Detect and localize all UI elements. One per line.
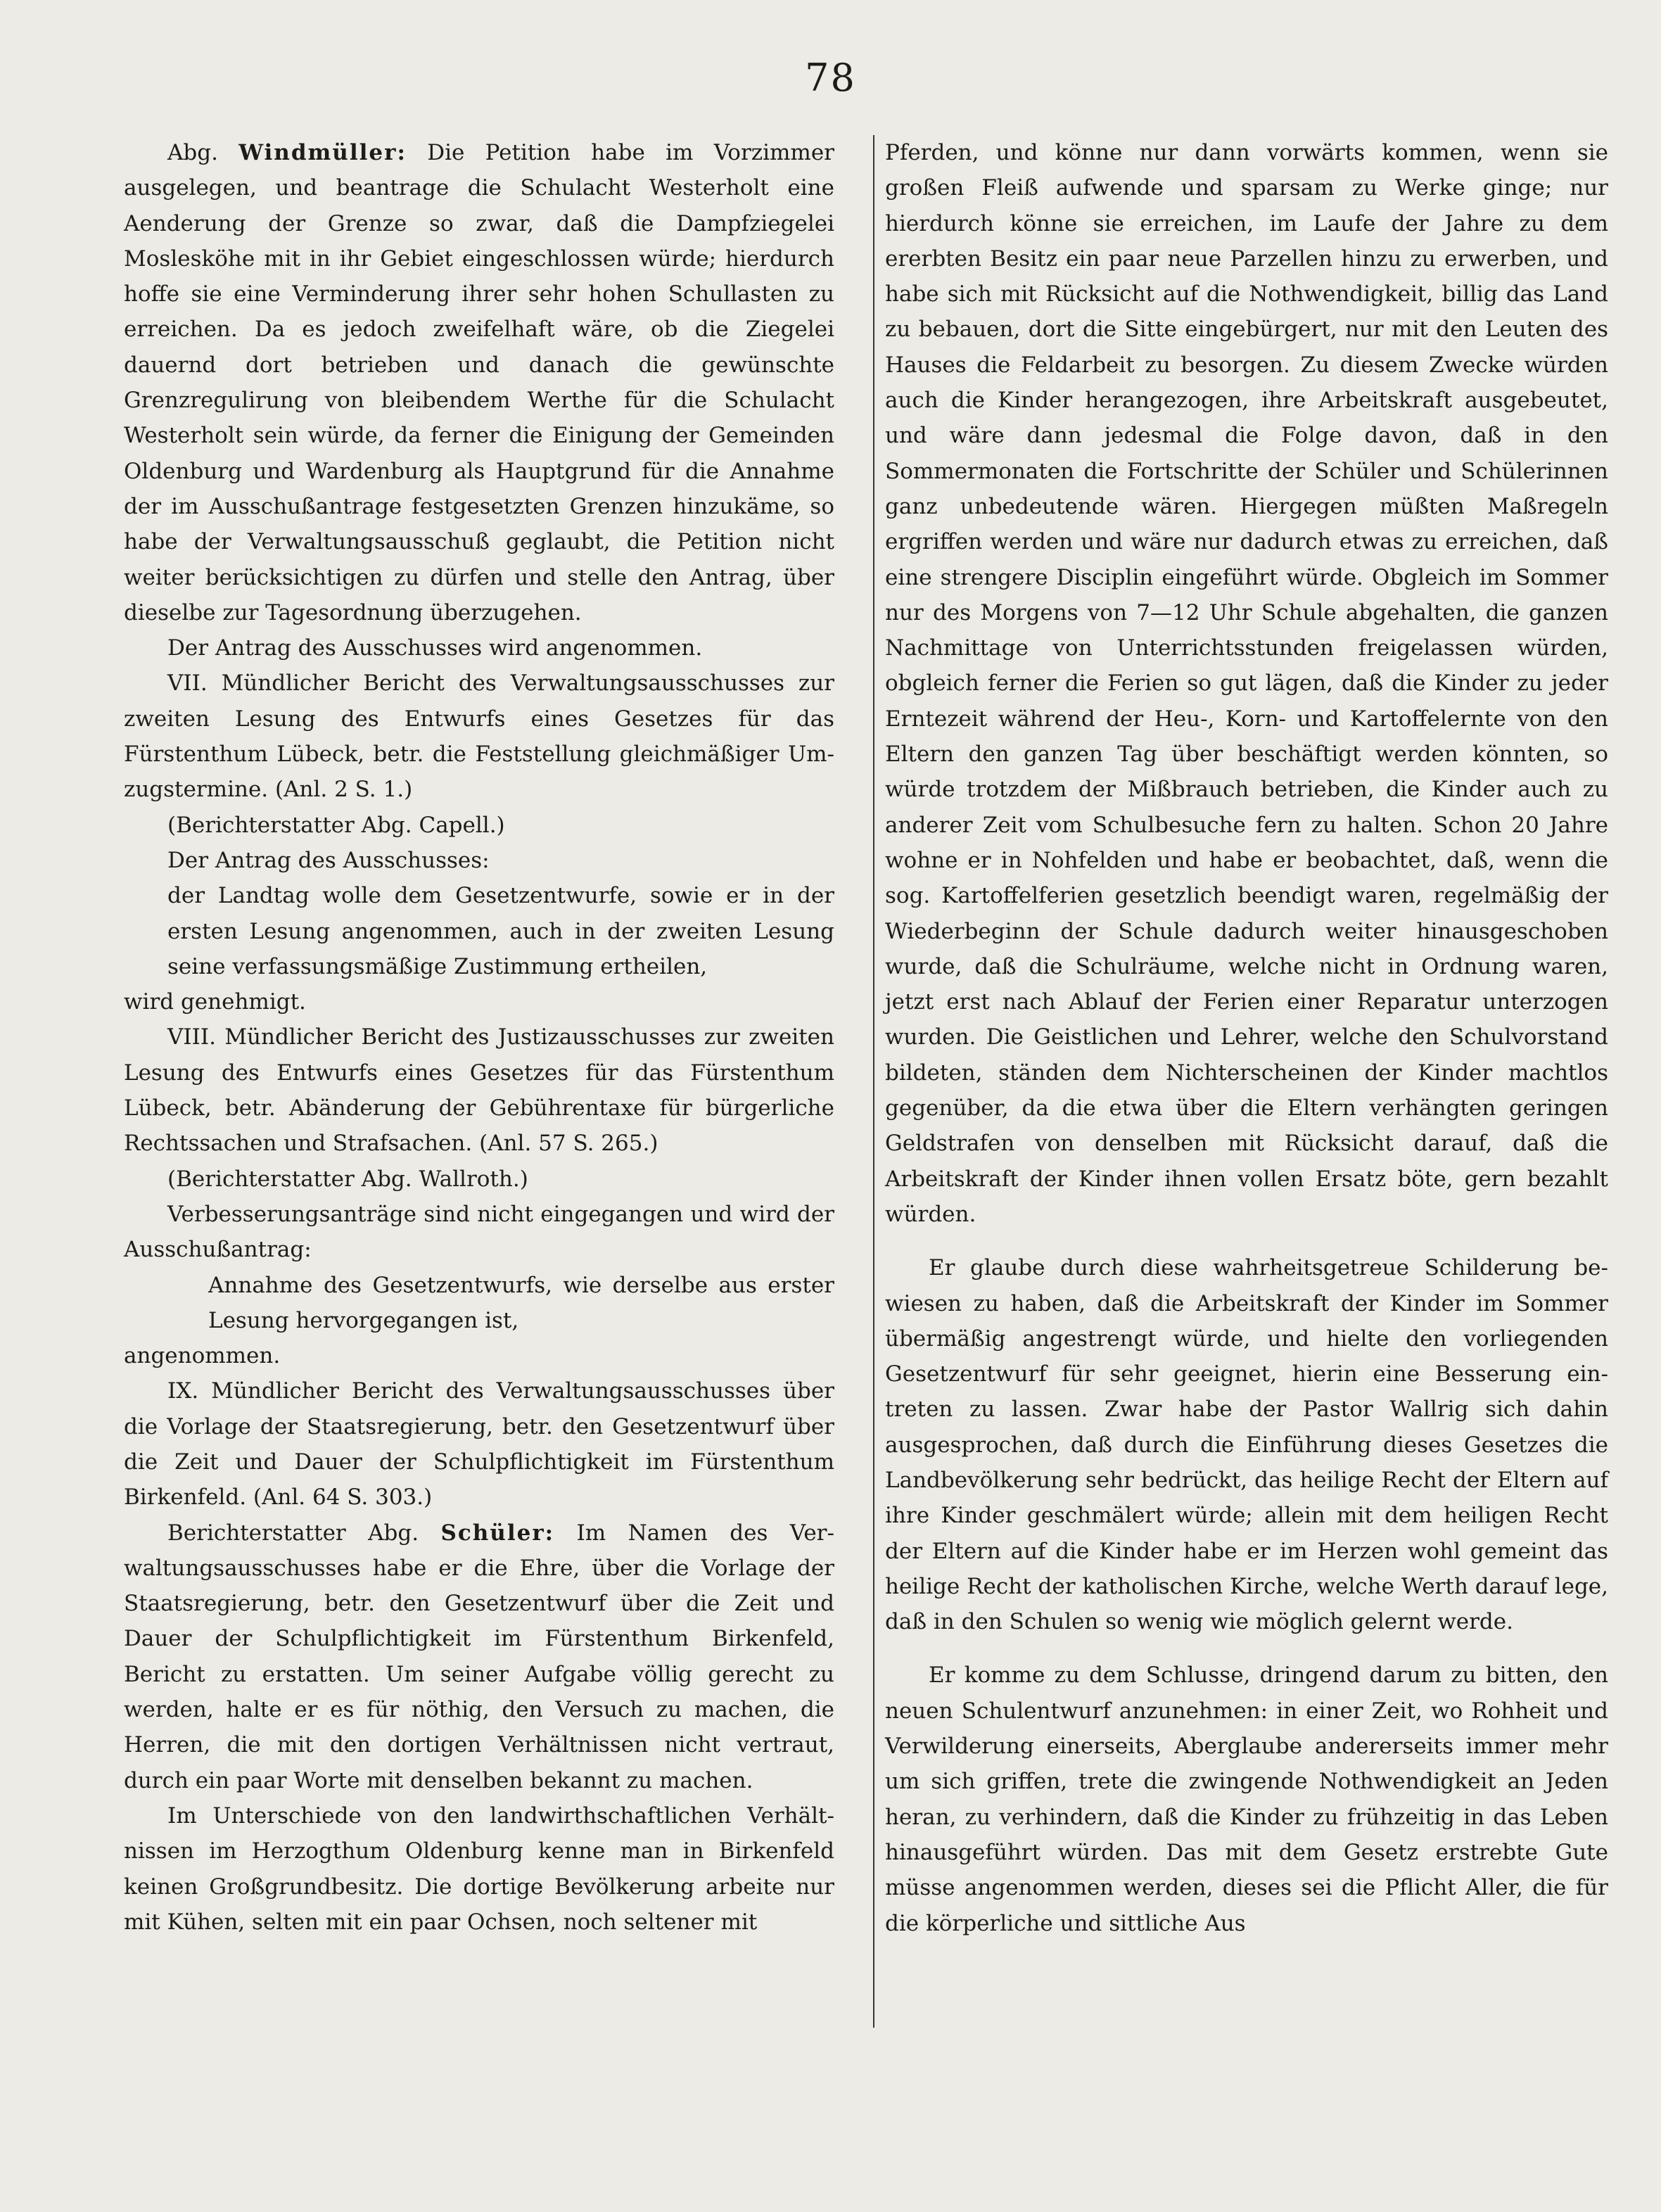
- column-divider: [873, 135, 874, 2028]
- speaker-prefix: Berichterstatter Abg.: [167, 1520, 441, 1546]
- paragraph-adoption-text: Annahme des Gesetzentwurfs, wie derselbe aus erster Lesung hervorgegangen ist,: [208, 1272, 834, 1333]
- paragraph-accepted: angenommen.: [124, 1343, 281, 1369]
- right-column: [885, 135, 1608, 1941]
- left-column: [124, 135, 834, 1940]
- speaker-name: Schüler:: [440, 1520, 555, 1546]
- paragraph-birkenfeld: Im Unterschiede von den landwirthschaftlichen Verhältnissen im Herzogthum Oldenburg kenne man in Birkenfeld keinen Großgrundbesitz. Die dortige Bevölkerung arbeite nur mit Kühen, selten mit ein paar Ochsen, noch seltener mit: [124, 1803, 834, 1935]
- paragraph-approved: wird genehmigt.: [124, 989, 306, 1015]
- paragraph-schueler: [124, 1515, 834, 1798]
- rapporteur-note: (Berichterstatter Abg. Wallroth.): [167, 1166, 528, 1192]
- paragraph-motion-text: der Landtag wolle dem Gesetzentwurfe, sowie er in der ersten Lesung angenommen, auch in der zweiten Lesung seine verfassungsmäßige Zustimmung ertheilen,: [167, 883, 834, 979]
- page-number: 78: [805, 56, 856, 100]
- speaker-prefix: Abg.: [167, 140, 239, 165]
- paragraph-item-vii: VII. Mündlicher Bericht des Verwaltungsausschusses zur zweiten Lesung des Entwurfs eines Gesetzes für das Fürstenthum Lübeck, betr. die Feststellung gleichmäßiger Umzugstermine. (Anl. 2 S. 1.): [124, 670, 834, 803]
- paragraph-motion-intro: Der Antrag des Ausschusses:: [167, 847, 490, 873]
- speech-text: Im Namen des Verwaltungsausschusses habe er die Ehre, über die Vorlage der Staatsregierung, betr. den Gesetzentwurf über die Zeit und Dauer der Schulpflichtigkeit im Fürstenthum Birkenfeld, Bericht zu erstatten. Um seiner Aufgabe völlig gerecht zu werden, halte er es für nöthig, den Versuch zu machen, die Herren, die mit den dortigen Verhältnissen nicht vertraut, durch ein paar Worte mit denselben bekannt zu machen.: [124, 1520, 834, 1793]
- paragraph-item-viii: VIII. Mündlicher Bericht des Justizausschusses zur zweiten Lesung des Entwurfs eines Gesetzes für das Fürstenthum Lübeck, betr. Abänderung der Gebührentaxe für bürgerliche Rechtssachen und Strafsachen. (Anl. 57 S. 265.): [124, 1024, 834, 1157]
- paragraph-decision: Der Antrag des Ausschusses wird angenommen.: [167, 635, 703, 661]
- paragraph-windmueller: [124, 135, 834, 630]
- paragraph-conclusion: Er komme zu dem Schlusse, dringend darum zu bitten, den neuen Schulentwurf anzunehmen: in einer Zeit, wo Rohheit und Verwilderung einerseits, Aberglaube andererseits immer mehr um sich griffen, trete die zwingende Nothwendigkeit an Jeden heran, zu verhindern, daß die Kinder zu frühzeitig in das Leben hinausgeführt würden. Das mit dem Gesetz erstrebte Gute müsse angenommen werden, dieses sei die Pflicht Aller, die für die körperliche und sittliche Aus: [885, 1663, 1608, 1936]
- paragraph-item-ix: IX. Mündlicher Bericht des Verwaltungsausschusses über die Vorlage der Staatsregierung, betr. den Gesetzentwurf über die Zeit und Dauer der Schulpflichtigkeit im Fürstenthum Birkenfeld. (Anl. 64 S. 303.): [124, 1378, 834, 1511]
- rapporteur-note: (Berichterstatter Abg. Capell.): [167, 812, 505, 838]
- paragraph-amendments: Verbesserungsanträge sind nicht eingegangen und wird der Ausschußantrag:: [124, 1201, 834, 1263]
- paragraph-continuation: Pferden, und könne nur dann vorwärts kommen, wenn sie großen Fleiß aufwende und sparsam zu Werke ginge; nur hierdurch könne sie erreichen, im Laufe der Jahre zu dem ererbten Besitz ein paar neue Parzellen hinzu zu erwerben, und habe sich mit Rücksicht auf die Nothwendigkeit, billig das Land zu bebauen, dort die Sitte eingebürgert, nur mit den Leuten des Hauses die Feldarbeit zu besorgen. Zu diesem Zwecke würden auch die Kinder herangezogen, ihre Arbeitskraft ausgebeutet, und wäre dann jedesmal die Folge davon, daß in den Sommermonaten die Fortschritte der Schüler und Schülerinnen ganz unbedeutende wären. Hiergegen müßten Maßregeln ergriffen werden und wäre nur dadurch etwas zu erreichen, daß eine strengere Disciplin eingeführt würde. Obgleich im Sommer nur des Morgens von 7—12 Uhr Schule abgehalten, die ganzen Nachmittage von Unterrichtsstunden freigelassen würden, obgleich ferner die Ferien so gut lägen, daß die Kinder zu jeder Erntezeit während der Heu-, Korn- und Kartoffelernte von den Eltern den ganzen Tag über beschäftigt werden könnten, so würde trotzdem der Mißbrauch betrieben, die Kinder auch zu anderer Zeit vom Schulbesuche fern zu halten. Schon 20 Jahre wohne er in Nohfelden und habe er beobachtet, daß, wenn die sog. Kartoffelferien gesetzlich beendigt waren, regelmäßig der Wiederbeginn der Schule dadurch weiter hinausgeschoben wurde, daß die Schulräume, welche nicht in Ordnung waren, jetzt erst nach Ablauf der Ferien einer Reparatur unterzogen wurden. Die Geistlichen und Lehrer, welche den Schulvorstand bildeten, ständen dem Nichterscheinen der Kinder machtlos gegenüber, da die etwa über die Eltern verhängten geringen Geldstrafen von denselben mit Rücksicht darauf, daß die Arbeitskraft der Kinder ihnen vollen Ersatz böte, gern bezahlt würden.: [885, 140, 1608, 1227]
- paragraph-conviction: Er glaube durch diese wahrheitsgetreue Schilderung bewiesen zu haben, daß die Arbeitskraft der Kinder im Sommer übermäßig angestrengt würde, und hielte den vorliegenden Gesetzentwurf für sehr geeignet, hierin eine Besserung eintreten zu lassen. Zwar habe der Pastor Wallrig sich dahin ausgesprochen, daß durch die Einführung dieses Gesetzes die Landbevölkerung sehr bedrückt, das heilige Recht der Eltern auf ihre Kinder geschmälert würde; allein mit dem heiligen Recht der Eltern auf die Kinder habe er im Herzen wohl gemeint das heilige Recht der katholischen Kirche, welche Werth darauf lege, daß in den Schulen so wenig wie möglich gelernt werde.: [885, 1255, 1608, 1635]
- speech-text: Die Petition habe im Vorzimmer ausgelegen, und beantrage die Schulacht Westerholt eine Aenderung der Grenze so zwar, daß die Dampfziegelei Moslesköhe mit in ihr Gebiet eingeschlossen würde; hierdurch hoffe sie eine Verminderung ihrer sehr hohen Schullasten zu erreichen. Da es jedoch zweifelhaft wäre, ob die Ziegelei dauernd dort betrieben und danach die gewünschte Grenzregulirung von bleibendem Werthe für die Schulacht Westerholt sein würde, da ferner die Einigung der Gemeinden Oldenburg und Wardenburg als Hauptgrund für die Annahme der im Ausschußantrage festgesetzten Grenzen hinzukäme, so habe der Verwaltungsausschuß geglaubt, die Petition nicht weiter berücksichtigen zu dürfen und stelle den Antrag, über dieselbe zur Tagesordnung überzugehen.: [124, 140, 834, 625]
- speaker-name: Windmüller:: [238, 140, 407, 165]
